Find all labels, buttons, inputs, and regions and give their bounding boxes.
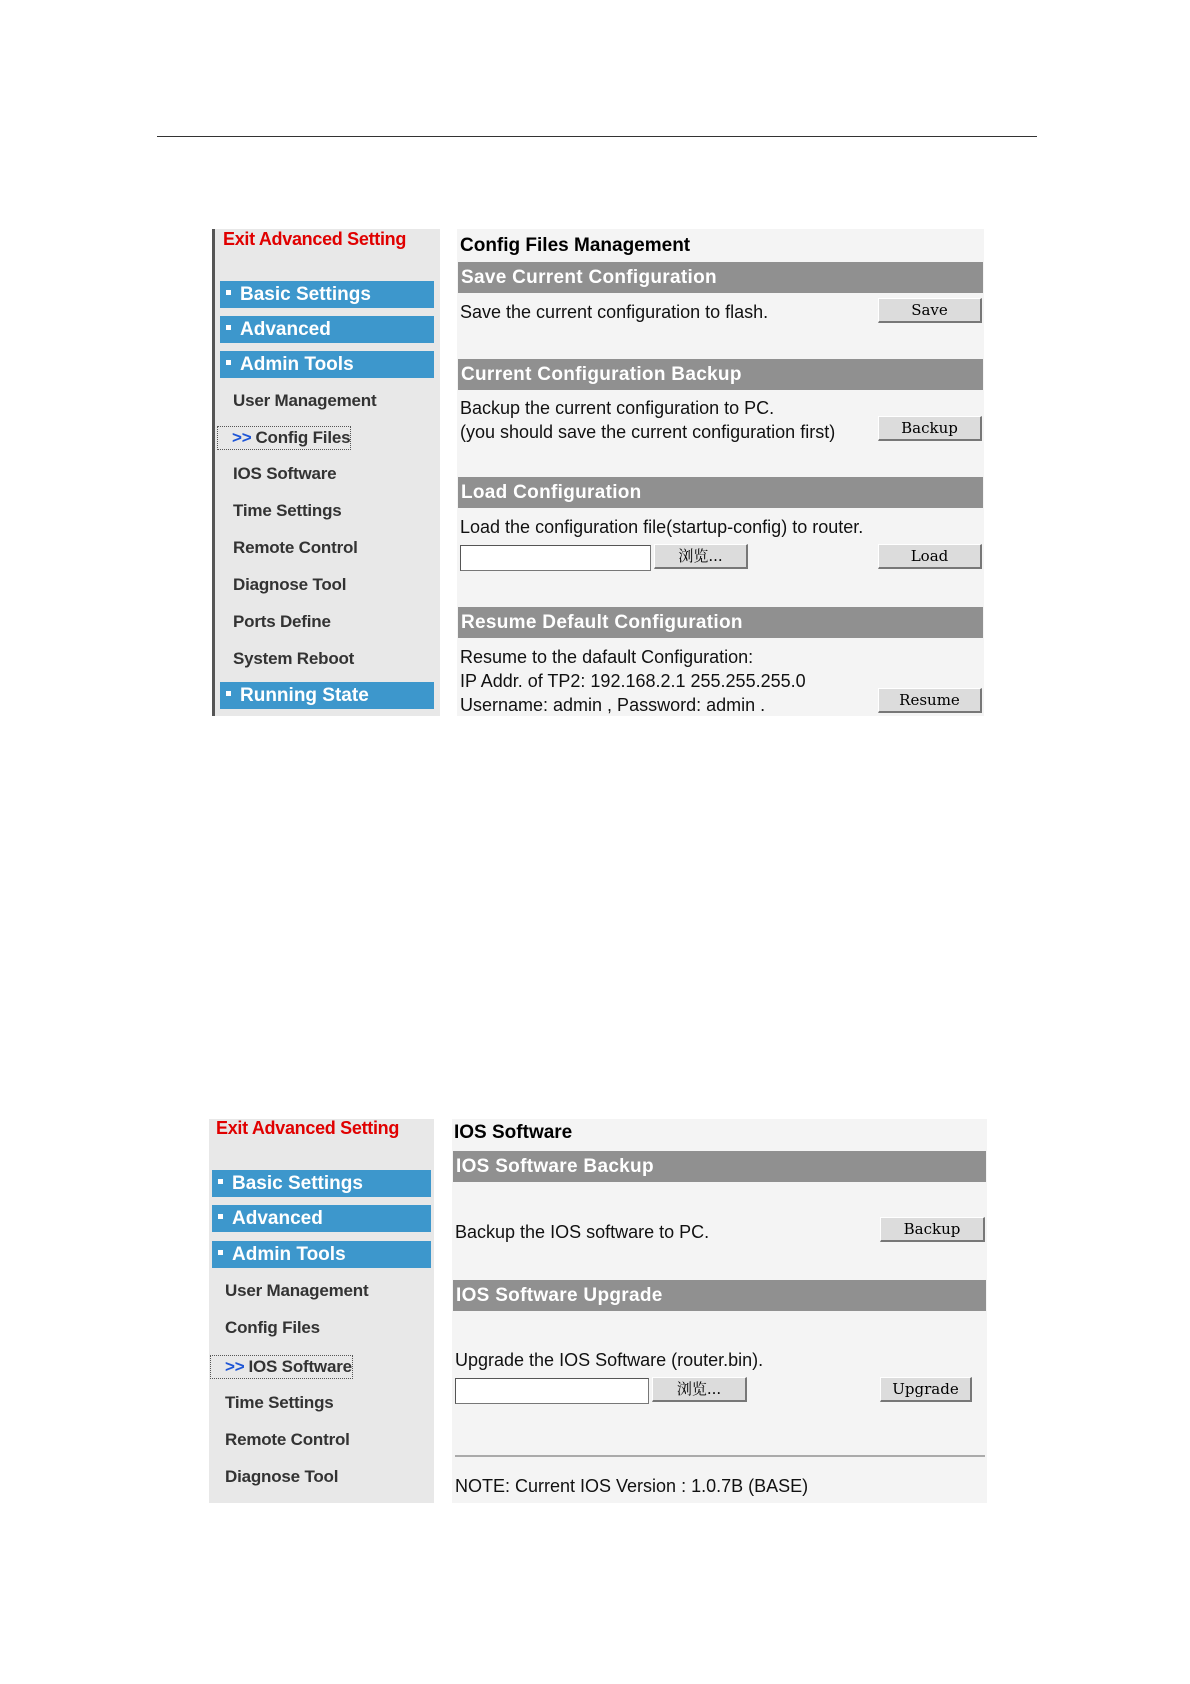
nav-label: Basic Settings bbox=[240, 284, 371, 305]
sidebar-item-remote-control[interactable]: Remote Control bbox=[225, 1430, 350, 1449]
ios-upgrade-description: Upgrade the IOS Software (router.bin). bbox=[455, 1350, 764, 1370]
bullet-icon bbox=[226, 290, 231, 295]
bullet-icon bbox=[218, 1179, 223, 1184]
backup-description: Backup the current configuration to PC. bbox=[460, 398, 775, 418]
nav-basic-settings[interactable] bbox=[212, 1170, 431, 1197]
sidebar-item-system-reboot[interactable]: System Reboot bbox=[233, 649, 355, 668]
resume-description: Resume to the dafault Configuration: bbox=[460, 647, 754, 667]
exit-advanced-link[interactable]: Exit Advanced Setting bbox=[223, 229, 407, 249]
nav-label: Basic Settings bbox=[232, 1173, 363, 1194]
ios-file-input[interactable] bbox=[455, 1378, 649, 1404]
load-description: Load the configuration file(startup-config) to router. bbox=[460, 517, 864, 537]
sidebar-item-time-settings[interactable]: Time Settings bbox=[233, 501, 342, 520]
active-arrow-icon: >> bbox=[225, 1357, 245, 1376]
nav-label: Advanced bbox=[240, 319, 331, 340]
resume-credentials: Username: admin , Password: admin . bbox=[460, 695, 766, 715]
nav-admin-tools[interactable] bbox=[212, 1241, 431, 1268]
bullet-icon bbox=[226, 360, 231, 365]
active-arrow-icon: >> bbox=[232, 428, 252, 447]
nav-advanced[interactable] bbox=[212, 1205, 431, 1232]
bullet-icon bbox=[226, 325, 231, 330]
sidebar-item-ports-define[interactable]: Ports Define bbox=[233, 612, 331, 631]
sidebar-item-ios-software[interactable]: IOS Software bbox=[233, 464, 337, 483]
section-header-ios-upgrade: IOS Software Upgrade bbox=[453, 1280, 986, 1311]
resume-button[interactable]: Resume bbox=[878, 688, 982, 713]
load-button[interactable]: Load bbox=[878, 544, 982, 569]
sidebar-item-time-settings[interactable]: Time Settings bbox=[225, 1393, 334, 1412]
browse-button[interactable]: 浏览... bbox=[652, 1377, 747, 1402]
backup-button[interactable]: Backup bbox=[878, 416, 982, 441]
sidebar-item-ios-software[interactable] bbox=[210, 1355, 353, 1379]
section-header-backup: Current Configuration Backup bbox=[458, 359, 983, 390]
nav-label: Advanced bbox=[232, 1208, 323, 1229]
page-title: Config Files Management bbox=[460, 235, 691, 256]
upgrade-button[interactable]: Upgrade bbox=[880, 1377, 972, 1402]
nav-running-state[interactable] bbox=[220, 682, 434, 709]
sidebar-item-diagnose-tool[interactable]: Diagnose Tool bbox=[225, 1467, 339, 1486]
nav-basic-settings[interactable] bbox=[220, 281, 434, 308]
sidebar-item-user-management[interactable]: User Management bbox=[233, 391, 377, 410]
bullet-icon bbox=[218, 1214, 223, 1219]
page-title: IOS Software bbox=[454, 1122, 573, 1143]
sidebar-item-label: IOS Software bbox=[248, 1357, 352, 1376]
page-rule bbox=[157, 136, 1037, 137]
resume-ip-address: IP Addr. of TP2: 192.168.2.1 255.255.255.0 bbox=[460, 671, 806, 691]
nav-advanced[interactable] bbox=[220, 316, 434, 343]
sidebar-item-user-management[interactable]: User Management bbox=[225, 1281, 369, 1300]
sidebar-item-remote-control[interactable]: Remote Control bbox=[233, 538, 358, 557]
backup-note: (you should save the current configuration first) bbox=[460, 422, 836, 442]
section-header-resume: Resume Default Configuration bbox=[458, 607, 983, 638]
section-header-save: Save Current Configuration bbox=[458, 262, 983, 293]
browse-button[interactable]: 浏览... bbox=[654, 544, 748, 569]
sidebar-item-config-files[interactable] bbox=[217, 426, 351, 450]
section-header-ios-backup: IOS Software Backup bbox=[453, 1151, 986, 1182]
save-description: Save the current configuration to flash. bbox=[460, 302, 769, 322]
ios-backup-description: Backup the IOS software to PC. bbox=[455, 1222, 710, 1242]
nav-label: Admin Tools bbox=[232, 1244, 346, 1265]
sidebar-item-label: Config Files bbox=[255, 428, 351, 447]
ios-version-note: NOTE: Current IOS Version : 1.0.7B (BASE) bbox=[455, 1476, 809, 1496]
section-header-load: Load Configuration bbox=[458, 477, 983, 508]
config-file-input[interactable] bbox=[460, 545, 651, 571]
exit-advanced-link[interactable]: Exit Advanced Setting bbox=[216, 1118, 400, 1138]
bullet-icon bbox=[218, 1250, 223, 1255]
nav-admin-tools[interactable] bbox=[220, 351, 434, 378]
sidebar-item-diagnose-tool[interactable]: Diagnose Tool bbox=[233, 575, 347, 594]
sidebar-item-config-files[interactable]: Config Files bbox=[225, 1318, 320, 1337]
nav-label: Admin Tools bbox=[240, 354, 354, 375]
nav-label: Running State bbox=[240, 685, 369, 706]
divider bbox=[455, 1455, 985, 1457]
save-button[interactable]: Save bbox=[878, 298, 982, 323]
bullet-icon bbox=[226, 691, 231, 696]
ios-backup-button[interactable]: Backup bbox=[880, 1217, 985, 1242]
